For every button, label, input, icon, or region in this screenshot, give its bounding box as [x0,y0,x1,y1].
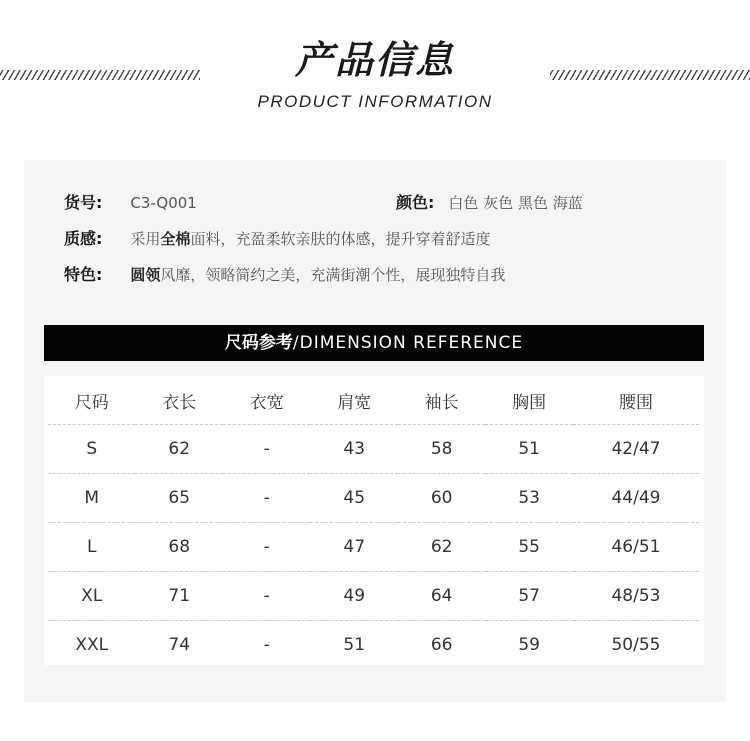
dimension-title-cn: 尺码参考 [224,333,293,353]
table-cell: M [84,488,100,508]
table-cell: 68 [168,537,191,557]
table-cell: 49 [343,586,366,606]
table-row [48,572,699,621]
table-cell: 50/55 [611,635,661,655]
material-label: 质感: [64,229,103,248]
table-cell: 60 [430,488,453,508]
table-cell: 58 [430,439,453,459]
table-cell: - [263,586,270,606]
table-cell: - [263,488,270,508]
table-cell: 44/49 [611,488,661,508]
material-text-bold: 全棉 [160,230,191,248]
feature-label: 特色: [64,265,103,284]
table-cell: 55 [518,537,540,557]
feature-row [64,264,505,286]
header-cell: 袖长 [424,392,459,413]
color-value: 白色 灰色 黑色 海蓝 [448,194,583,212]
color-label: 颜色: [396,193,435,212]
table-cell: 62 [430,537,453,557]
header-cell: 胸围 [512,392,547,413]
header-cell: 衣宽 [249,392,284,413]
table-cell: 43 [343,439,366,459]
table-cell: XL [81,586,103,606]
size-table-container [44,376,704,665]
page-subtitle: PRODUCT INFORMATION [257,92,493,111]
table-cell: 47 [343,537,366,557]
table-cell: 48/53 [611,586,661,606]
feature-text-post: 风靡，领略简约之美，充满街潮个性，展现独特自我 [160,266,506,284]
item-no-value: C3-Q001 [130,194,197,212]
table-cell: 59 [518,635,540,655]
table-cell: S [86,439,98,459]
material-text-pre: 采用 [130,230,161,248]
table-cell: 51 [518,439,540,459]
header-cell: 衣长 [162,392,197,413]
dimension-title-en: /DIMENSION REFERENCE [292,333,524,353]
table-cell: - [263,635,270,655]
header-cell: 肩宽 [337,392,372,413]
material-value [130,230,490,248]
product-info-panel [24,160,726,702]
table-cell: 57 [518,586,540,606]
header-cell: 腰围 [618,392,653,413]
table-cell: 74 [168,635,191,655]
table-cell: 46/51 [611,537,661,557]
page-title: 产品信息 [294,38,455,82]
table-cell: - [263,537,270,557]
table-cell: 64 [430,586,453,606]
table-cell: 53 [518,488,540,508]
item-no-label: 货号: [64,193,103,212]
table-cell: - [263,439,270,459]
table-cell: 65 [168,488,191,508]
table-header-row [48,376,699,425]
table-cell: L [87,537,97,557]
table-row [48,474,699,523]
table-cell: XXL [75,635,109,655]
dimension-reference-bar [44,325,704,361]
table-cell: 51 [343,635,366,655]
table-cell: 42/47 [611,439,661,459]
header-cell: 尺码 [74,392,109,413]
table-cell: 45 [343,488,366,508]
item-no-row [64,192,197,214]
size-table [48,376,699,669]
table-row [48,523,699,572]
feature-value [130,266,505,284]
table-row [48,621,699,670]
table-cell: 71 [168,586,191,606]
feature-text-bold: 圆领 [130,266,161,284]
table-cell: 66 [430,635,453,655]
color-row [396,192,583,214]
material-text-post: 面料，充盈柔软亲肤的体感，提升穿着舒适度 [190,230,491,248]
table-cell: 62 [168,439,191,459]
table-row [48,425,699,474]
material-row [64,228,490,250]
